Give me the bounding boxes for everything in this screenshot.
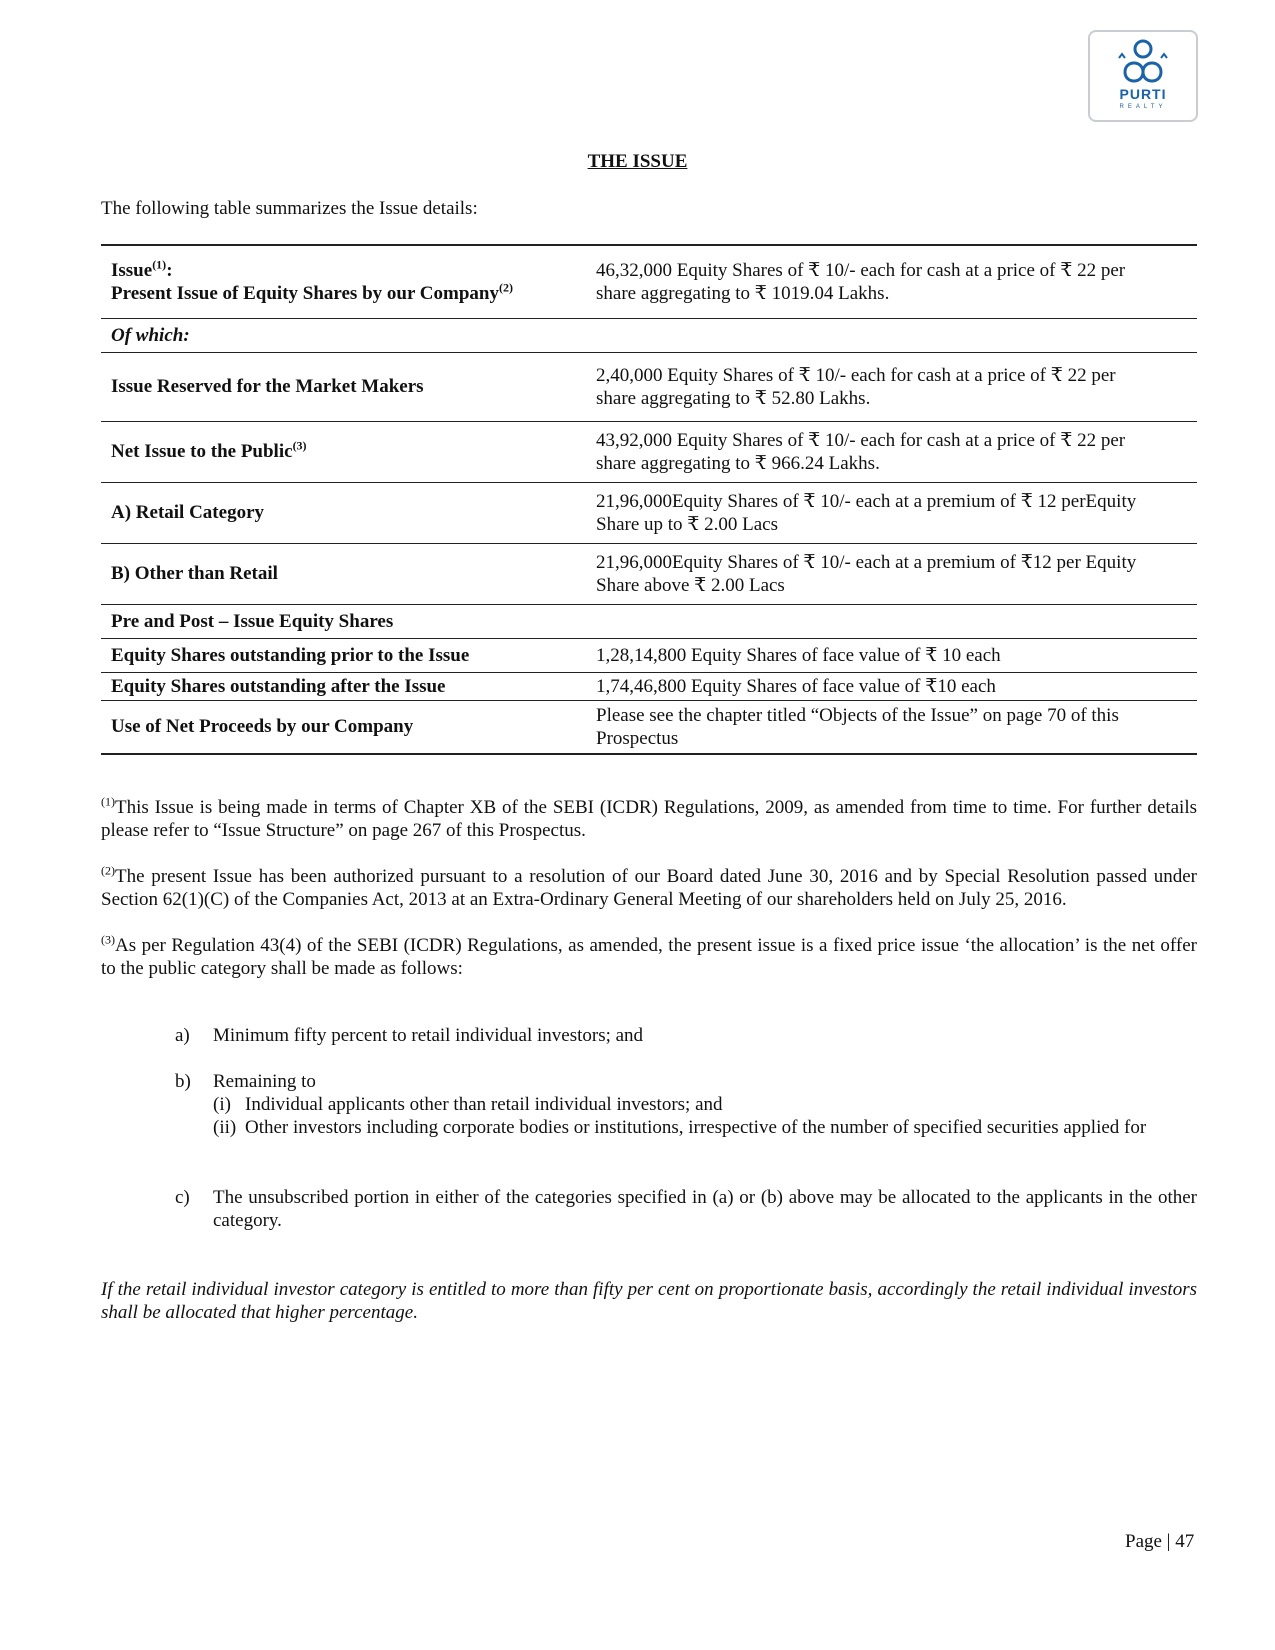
- footnote-ref: (1): [152, 257, 167, 272]
- footnote-marker: (2): [101, 863, 115, 878]
- logo-name: PURTI: [1119, 86, 1167, 102]
- table-row: [101, 245, 1197, 318]
- sub-list-text: Individual applicants other than retail individual investors; and: [245, 1094, 723, 1115]
- footnote-marker: (3): [101, 932, 115, 947]
- footnotes: [101, 796, 1197, 1003]
- list-marker: a): [175, 1025, 190, 1046]
- table-cell-label: [101, 245, 586, 318]
- net-proceeds-value: Prospectus: [596, 727, 679, 749]
- other-than-retail-value: Share above ₹ 2.00 Lacs: [596, 574, 785, 596]
- issue-colon: :: [166, 259, 173, 281]
- net-issue-value: 43,92,000 Equity Shares of ₹ 10/- each for cash at a price of ₹ 22 per: [596, 429, 1126, 451]
- list-item: [175, 1070, 1197, 1139]
- logo-emblem-icon: [1090, 32, 1196, 88]
- footnote-ref: (3): [292, 438, 307, 453]
- sub-list-marker: (i): [213, 1094, 231, 1115]
- footnote-3: [101, 934, 1197, 980]
- table-row: [101, 318, 1197, 352]
- footnote-text: The present Issue has been authorized pursuant to a resolution of our Board dated June 30, 2016 and by Special Resolution passed under Section 62(1)(C) of the Companies Act, 2013 at an Extra-Ordinary General Meeting of our shareholders held on July 25, 2016.: [101, 866, 1197, 910]
- of-which-label: Of which:: [111, 324, 190, 346]
- intro-text: The following table summarizes the Issue details:: [101, 198, 478, 219]
- table-row: [101, 638, 1197, 672]
- page-title: THE ISSUE: [587, 151, 688, 172]
- market-makers-label: Issue Reserved for the Market Makers: [111, 376, 424, 397]
- footnote-text: As per Regulation 43(4) of the SEBI (ICDR) Regulations, as amended, the present issue is a fixed price issue ‘the allocation’ is the net offer to the public category shall be made as follows:: [101, 935, 1197, 979]
- net-issue-value: share aggregating to ₹ 966.24 Lakhs.: [596, 452, 880, 474]
- sub-list-marker: (ii): [213, 1117, 237, 1138]
- shares-prior-value: 1,28,14,800 Equity Shares of face value of ₹ 10 each: [596, 644, 1001, 666]
- list-item-text: Remaining to: [213, 1071, 316, 1092]
- market-makers-value: 2,40,000 Equity Shares of ₹ 10/- each for cash at a price of ₹ 22 per: [596, 364, 1116, 386]
- list-item-text: The unsubscribed portion in either of the categories specified in (a) or (b) above may be allocated to the applicants in the other category.: [213, 1187, 1197, 1231]
- other-than-retail-label: B) Other than Retail: [111, 563, 278, 584]
- table-cell-value: [586, 700, 1197, 754]
- present-issue-value: 46,32,000 Equity Shares of ₹ 10/- each for cash at a price of ₹ 22 per: [596, 259, 1126, 281]
- sub-list-item: [213, 1093, 1197, 1116]
- footnote-text: This Issue is being made in terms of Chapter XB of the SEBI (ICDR) Regulations, 2009, as amended from time to time. For further details please refer to “Issue Structure” on page 267 of this Prospectus.: [101, 797, 1197, 841]
- shares-prior-label: Equity Shares outstanding prior to the Issue: [111, 644, 470, 666]
- footnote-marker: (1): [101, 794, 115, 809]
- table-row: [101, 604, 1197, 638]
- footnote-1: [101, 796, 1197, 842]
- company-logo: [1088, 30, 1198, 122]
- table-row: [101, 672, 1197, 700]
- table-cell-label: [101, 421, 586, 482]
- table-cell-value: [586, 421, 1197, 482]
- present-issue-label: Present Issue of Equity Shares by our Company: [111, 282, 499, 304]
- table-cell-value: [586, 543, 1197, 604]
- closing-note: If the retail individual investor category is entitled to more than fifty per cent on proportionate basis, accordingly the retail individual investors shall be allocated that higher percentage.: [101, 1279, 1197, 1323]
- table-cell-value: [586, 245, 1197, 318]
- net-proceeds-value: Please see the chapter titled “Objects of the Issue” on page 70 of this: [596, 704, 1119, 726]
- table-row: [101, 700, 1197, 754]
- logo-subtitle: REALTY: [1119, 104, 1167, 110]
- issue-label: Issue: [111, 259, 153, 281]
- list-item: [175, 1186, 1197, 1232]
- list-marker: b): [175, 1071, 191, 1092]
- retail-category-value: 21,96,000Equity Shares of ₹ 10/- each at a premium of ₹ 12 perEquity: [596, 490, 1137, 512]
- table-cell-value: [586, 318, 1197, 352]
- pre-post-label: Pre and Post – Issue Equity Shares: [111, 610, 394, 632]
- table-cell-value: [586, 482, 1197, 543]
- list-item: [175, 1024, 1197, 1047]
- sub-list-item: [213, 1116, 1197, 1139]
- net-issue-label: Net Issue to the Public: [111, 441, 293, 462]
- market-makers-value: share aggregating to ₹ 52.80 Lakhs.: [596, 387, 871, 409]
- net-proceeds-label: Use of Net Proceeds by our Company: [111, 716, 414, 738]
- shares-after-value: 1,74,46,800 Equity Shares of face value of ₹10 each: [596, 675, 996, 697]
- retail-category-value: Share up to ₹ 2.00 Lacs: [596, 513, 778, 535]
- list-item-text: Minimum fifty percent to retail individual investors; and: [213, 1025, 644, 1046]
- footnote-2: [101, 865, 1197, 911]
- table-cell-value: [586, 604, 1197, 638]
- table-row: [101, 482, 1197, 543]
- shares-after-label: Equity Shares outstanding after the Issue: [111, 675, 446, 697]
- table-cell-value: [586, 352, 1197, 421]
- list-marker: c): [175, 1187, 190, 1208]
- footnote-ref: (2): [498, 280, 513, 295]
- sub-list-text: Other investors including corporate bodies or institutions, irrespective of the number of specified securities applied for: [245, 1117, 1147, 1138]
- retail-category-label: A) Retail Category: [111, 502, 265, 523]
- table-row: [101, 352, 1197, 421]
- present-issue-value: share aggregating to ₹ 1019.04 Lakhs.: [596, 282, 890, 304]
- table-row: [101, 543, 1197, 604]
- page-number: Page | 47: [1125, 1531, 1195, 1552]
- other-than-retail-value: 21,96,000Equity Shares of ₹ 10/- each at a premium of ₹12 per Equity: [596, 551, 1137, 573]
- issue-details-table: [101, 244, 1197, 755]
- table-row: [101, 421, 1197, 482]
